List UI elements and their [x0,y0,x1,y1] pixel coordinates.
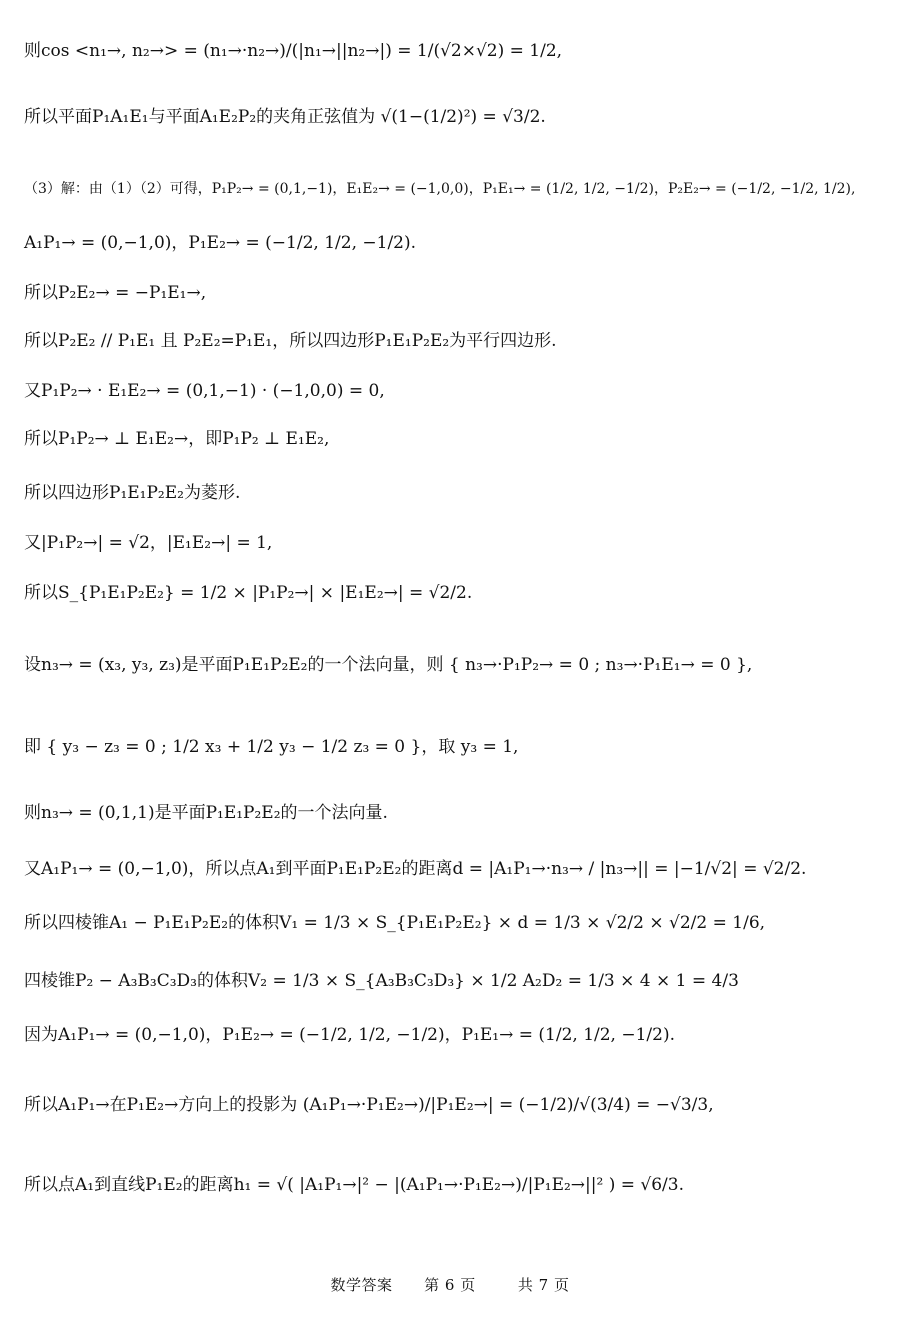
projection-line: 所以A₁P₁→在P₁E₂→方向上的投影为 (A₁P₁→·P₁E₂→)/|P₁E₂→| = (−1/2)/√(3/4) = −√3/3, [24,1095,714,1115]
normal-vector-line: 则n₃→ = (0,1,1)是平面P₁E₁P₂E₂的一个法向量. [24,803,388,823]
rhombus-line: 所以四边形P₁E₁P₂E₂为菱形. [24,483,241,503]
distance-h1-line: 所以点A₁到直线P₁E₂的距离h₁ = √( |A₁P₁→|² − |(A₁P₁→·P₁E₂→)/|P₁E₂→||² ) = √6/3. [24,1175,685,1195]
part3-vectors-line: （3）解：由（1）（2）可得，P₁P₂→ = (0,1,−1)，E₁E₂→ = (−1,0,0)，P₁E₁→ = (1/2, 1/2, −1/2)，P₂E₂→ = (−1/2, −1/2, 1/2), [24,181,856,197]
volume-v1-line: 所以四棱锥A₁ − P₁E₁P₂E₂的体积V₁ = 1/3 × S_{P₁E₁P₂E₂} × d = 1/3 × √2/2 × √2/2 = 1/6, [24,913,766,933]
area-line: 所以S_{P₁E₁P₂E₂} = 1/2 × |P₁P₂→| × |E₁E₂→| = √2/2. [24,583,473,603]
cosine-formula-line: 则cos <n₁→, n₂→> = (n₁→·n₂→)/(|n₁→||n₂→|) = 1/(√2×√2) = 1/2, [24,41,563,61]
dot-product-line: 又P₁P₂→ · E₁E₂→ = (0,1,−1) · (−1,0,0) = 0, [24,381,385,401]
sine-angle-line: 所以平面P₁A₁E₁与平面A₁E₂P₂的夹角正弦值为 √(1−(1/2)²) = √3/2. [24,107,546,127]
page-footer: 数学答案 第 6 页 共 7 页 [330,1276,570,1294]
lengths-line: 又|P₁P₂→| = √2，|E₁E₂→| = 1, [24,533,273,553]
vector-equality-line: 所以P₂E₂→ = −P₁E₁→, [24,283,207,303]
equation-system-line: 即 { y₃ − z₃ = 0 ; 1/2 x₃ + 1/2 y₃ − 1/2 z₃ = 0 }，取 y₃ = 1, [24,737,519,757]
parallelogram-line: 所以P₂E₂ // P₁E₁ 且 P₂E₂=P₁E₁，所以四边形P₁E₁P₂E₂为平行四边形. [24,331,557,351]
vectors-recap-line: 因为A₁P₁→ = (0,−1,0)，P₁E₂→ = (−1/2, 1/2, −1/2)，P₁E₁→ = (1/2, 1/2, −1/2). [24,1025,676,1045]
normal-vector-setup-line: 设n₃→ = (x₃, y₃, z₃)是平面P₁E₁P₂E₂的一个法向量，则 { n₃→·P₁P₂→ = 0 ; n₃→·P₁E₁→ = 0 }, [24,655,753,675]
volume-v2-line: 四棱锥P₂ − A₃B₃C₃D₃的体积V₂ = 1/3 × S_{A₃B₃C₃D₃} × 1/2 A₂D₂ = 1/3 × 4 × 1 = 4/3 [24,971,739,991]
vectors-continued-line: A₁P₁→ = (0,−1,0)，P₁E₂→ = (−1/2, 1/2, −1/2). [24,233,417,253]
perpendicular-line: 所以P₁P₂→ ⊥ E₁E₂→，即P₁P₂ ⊥ E₁E₂, [24,429,330,449]
distance-d-line: 又A₁P₁→ = (0,−1,0)，所以点A₁到平面P₁E₁P₂E₂的距离d = |A₁P₁→·n₃→ / |n₃→|| = |−1/√2| = √2/2. [24,859,807,879]
